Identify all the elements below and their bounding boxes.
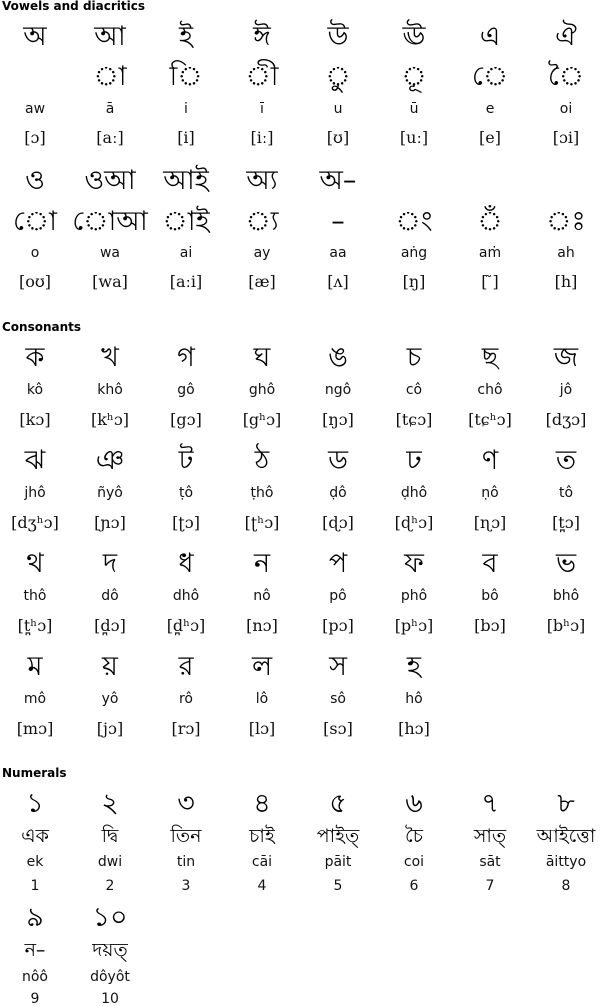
romanization: ū	[409, 101, 419, 117]
letter: ই	[178, 20, 194, 52]
letter: ১	[26, 787, 44, 819]
ipa-transcription: [t̪ɔ]	[552, 513, 580, 532]
letter: গ	[177, 341, 195, 373]
letter: চ	[406, 341, 422, 373]
ipa-transcription: [oʊ]	[18, 272, 52, 291]
romanization: wa	[99, 245, 121, 261]
romanization: o	[30, 245, 40, 261]
romanization: ḍô	[329, 485, 347, 501]
letter: ওআ	[84, 164, 136, 196]
letter: ◌াই	[162, 205, 210, 237]
romanization: 9	[30, 991, 40, 1007]
romanization: ṭô	[178, 485, 194, 501]
letter: ◌ি	[169, 60, 203, 92]
letter: ◌ঃ	[546, 205, 586, 237]
romanization: 3	[181, 878, 191, 894]
letter: ◌ঁ	[477, 205, 503, 237]
letter: খ	[101, 341, 119, 373]
letter: ৬	[405, 787, 423, 819]
letter: ◌ী	[245, 60, 279, 92]
ipa-transcription: [d̪ʰɔ]	[166, 616, 206, 635]
ipa-transcription: [ɖʰɔ]	[394, 513, 434, 532]
letter: –	[331, 205, 345, 237]
romanization: pāit	[324, 854, 352, 870]
letter: এ	[479, 20, 501, 52]
romanization: khô	[97, 382, 123, 398]
ipa-transcription: [hɔ]	[398, 719, 430, 738]
letter: ট	[178, 444, 194, 476]
letter: অ	[23, 20, 47, 52]
ipa-transcription: [æ]	[248, 272, 276, 291]
letter: ঐ	[555, 20, 577, 52]
letter: ৯	[26, 901, 44, 933]
romanization: dhô	[172, 588, 200, 604]
letter: ◌ূ	[401, 60, 427, 92]
romanization: kô	[26, 382, 44, 398]
romanization: coi	[403, 854, 425, 870]
letter: ◌োআ	[72, 205, 148, 237]
romanization: phô	[400, 588, 428, 604]
romanization: jhô	[24, 485, 46, 501]
romanization: lô	[255, 691, 269, 707]
word: দ্বি	[101, 824, 119, 847]
word: চৈ	[405, 824, 423, 847]
romanization: rô	[178, 691, 193, 707]
romanization: u	[333, 101, 343, 117]
romanization: chô	[477, 382, 503, 398]
letter: হ	[406, 650, 422, 682]
ipa-transcription: [ɔi]	[552, 128, 580, 147]
letter: অ্য	[246, 164, 278, 196]
ipa-transcription: [uː]	[399, 128, 429, 147]
word: সাত্	[473, 824, 507, 847]
romanization: aw	[24, 101, 46, 117]
romanization: tin	[176, 854, 196, 870]
ipa-transcription: [jɔ]	[96, 719, 124, 738]
section-heading: Vowels and diacritics	[2, 0, 145, 13]
letter: আ	[94, 20, 126, 52]
letter: ৩	[177, 787, 195, 819]
letter: ক	[25, 341, 45, 373]
letter: ঠ	[254, 444, 270, 476]
ipa-transcription: [gɔ]	[170, 410, 202, 429]
ipa-transcription: [rɔ]	[171, 719, 201, 738]
romanization: ā	[105, 101, 115, 117]
letter: ৪	[253, 787, 271, 819]
ipa-transcription: [ɖɔ]	[322, 513, 354, 532]
word: চাই	[249, 824, 275, 847]
ipa-transcription: [d̪ɔ]	[94, 616, 126, 635]
ipa-transcription: [ʈɔ]	[172, 513, 200, 532]
letter: স	[329, 650, 347, 682]
romanization: 8	[561, 878, 571, 894]
romanization: ek	[26, 854, 44, 870]
romanization: ai	[179, 245, 193, 261]
letter: ত	[555, 444, 577, 476]
romanization: 7	[485, 878, 495, 894]
romanization: ay	[253, 245, 271, 261]
letter: ◌্য	[245, 205, 279, 237]
romanization: nôô	[21, 969, 48, 985]
ipa-transcription: [ɳɔ]	[473, 513, 507, 532]
ipa-transcription: [ŋɔ]	[322, 410, 354, 429]
romanization: ñyô	[97, 485, 123, 501]
romanization: tô	[558, 485, 574, 501]
romanization: yô	[101, 691, 119, 707]
ipa-transcription: [ŋ]	[402, 272, 426, 291]
letter: ভ	[555, 547, 577, 579]
romanization: cô	[405, 382, 423, 398]
letter: আই	[163, 164, 209, 196]
romanization: oi	[559, 101, 573, 117]
romanization: pô	[329, 588, 347, 604]
romanization: ī	[260, 101, 264, 117]
romanization: e	[485, 101, 495, 117]
romanization: ṇô	[481, 485, 499, 501]
section-heading: Consonants	[2, 320, 82, 334]
romanization: hô	[405, 691, 423, 707]
romanization: nô	[253, 588, 271, 604]
letter: ◌ু	[325, 60, 351, 92]
romanization: ghô	[248, 382, 276, 398]
ipa-transcription: [i]	[177, 128, 195, 147]
letter: ◌ৈ	[547, 60, 585, 92]
ipa-transcription: [tɕɔ]	[395, 410, 433, 429]
ipa-transcription: [e]	[479, 128, 501, 147]
romanization: aṁ	[478, 245, 502, 261]
word: এক	[21, 824, 49, 847]
letter: ঙ	[328, 341, 348, 373]
romanization: ḍhô	[400, 485, 428, 501]
letter: ল	[251, 650, 273, 682]
letter: ফ	[404, 547, 424, 579]
romanization: dwi	[97, 854, 123, 870]
letter: ঞ	[95, 444, 125, 476]
romanization: sāt	[479, 854, 501, 870]
ipa-transcription: [pʰɔ]	[394, 616, 434, 635]
letter: অ–	[319, 164, 357, 196]
word: ন–	[24, 938, 46, 961]
ipa-transcription: [iː]	[250, 128, 274, 147]
letter: দ	[102, 547, 118, 579]
ipa-transcription: [ɔ]	[24, 128, 46, 147]
letter: ঘ	[253, 341, 271, 373]
romanization: 4	[257, 878, 267, 894]
romanization: ngô	[324, 382, 352, 398]
letter: য়	[102, 650, 118, 682]
ipa-transcription: [ʊ]	[326, 128, 350, 147]
ipa-transcription: [dʒɔ]	[545, 410, 587, 429]
romanization: 6	[409, 878, 419, 894]
romanization: 10	[101, 991, 119, 1007]
ipa-transcription: [h]	[554, 272, 578, 291]
romanization: ṭhô	[250, 485, 274, 501]
word: পাইত্	[316, 824, 360, 847]
letter: ছ	[481, 341, 499, 373]
ipa-transcription: [aːi]	[169, 272, 203, 291]
ipa-transcription: [ʌ]	[327, 272, 349, 291]
romanization: 2	[105, 878, 115, 894]
romanization: i	[184, 101, 188, 117]
letter: ◌ং	[395, 205, 433, 237]
ipa-transcription: [bʰɔ]	[546, 616, 586, 635]
romanization: sô	[330, 691, 346, 707]
romanization: bhô	[552, 588, 580, 604]
letter: ঊ	[402, 20, 426, 52]
ipa-transcription: [kʰɔ]	[90, 410, 130, 429]
romanization: thô	[23, 588, 47, 604]
romanization: jô	[559, 382, 573, 398]
ipa-transcription: [pɔ]	[322, 616, 354, 635]
ipa-transcription: [sɔ]	[323, 719, 353, 738]
ipa-transcription: [gʰɔ]	[242, 410, 282, 429]
romanization: bô	[481, 588, 499, 604]
word: আইত্তো	[536, 824, 596, 847]
romanization: 5	[333, 878, 343, 894]
letter: ৭	[481, 787, 499, 819]
letter: থ	[26, 547, 44, 579]
ipa-transcription: [t̪ʰɔ]	[17, 616, 53, 635]
letter: ◌ো	[12, 205, 58, 237]
ipa-transcription: [kɔ]	[19, 410, 51, 429]
letter: প	[328, 547, 348, 579]
romanization: aa	[329, 245, 347, 261]
ipa-transcription: [ʈʰɔ]	[244, 513, 280, 532]
word: তিন	[170, 824, 202, 847]
ipa-transcription: [mɔ]	[16, 719, 54, 738]
letter: ঈ	[253, 20, 271, 52]
ipa-transcription: [tɕʰɔ]	[468, 410, 512, 429]
letter: ◌ে	[471, 60, 509, 92]
letter: ◌া	[93, 60, 127, 92]
ipa-transcription: [nɔ]	[246, 616, 278, 635]
letter: ম	[27, 650, 43, 682]
letter: ৮	[557, 787, 575, 819]
ipa-transcription: [ ̃]	[481, 272, 499, 291]
letter: উ	[327, 20, 349, 52]
ipa-transcription: [dʒʰɔ]	[11, 513, 59, 532]
ipa-transcription: [ɲɔ]	[94, 513, 126, 532]
letter: জ	[553, 341, 579, 373]
ipa-transcription: [aː]	[96, 128, 124, 147]
romanization: dô	[101, 588, 119, 604]
ipa-transcription: [lɔ]	[248, 719, 276, 738]
ipa-transcription: [wa]	[92, 272, 128, 291]
letter: ণ	[481, 444, 499, 476]
romanization: mô	[23, 691, 47, 707]
letter: ও	[25, 164, 45, 196]
romanization: dôyôt	[90, 969, 130, 985]
ipa-transcription: [bɔ]	[474, 616, 506, 635]
romanization: gô	[177, 382, 195, 398]
romanization: āittyo	[545, 854, 587, 870]
romanization: 1	[30, 878, 40, 894]
letter: ১০	[92, 901, 128, 933]
letter: ঢ	[406, 444, 422, 476]
letter: র	[178, 650, 194, 682]
romanization: aṅg	[400, 245, 428, 261]
romanization: cāi	[251, 854, 273, 870]
letter: ধ	[178, 547, 194, 579]
section-heading: Numerals	[2, 766, 67, 780]
letter: ৫	[329, 787, 347, 819]
word: দয়ত্	[92, 938, 128, 961]
letter: ২	[101, 787, 119, 819]
letter: ঝ	[24, 444, 46, 476]
letter: ড	[328, 444, 348, 476]
letter: ন	[253, 547, 271, 579]
letter: ব	[482, 547, 498, 579]
romanization: ah	[557, 245, 575, 261]
